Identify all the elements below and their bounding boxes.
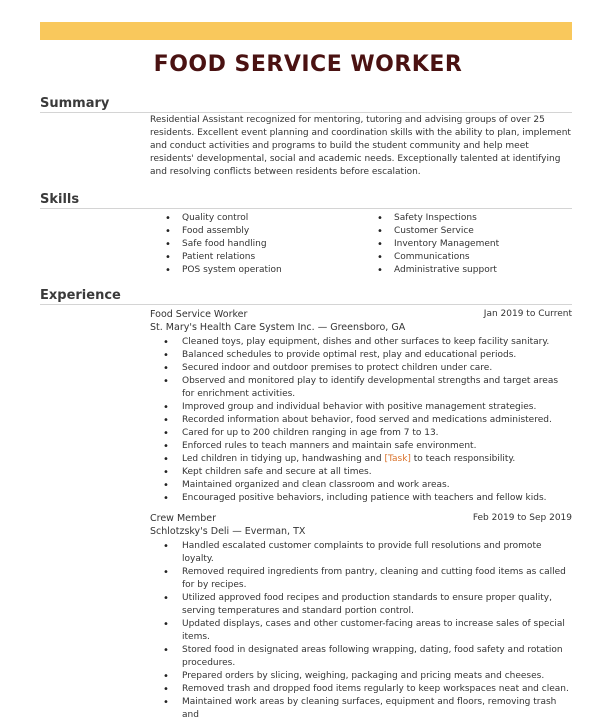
employer-location: — Everman, TX — [232, 526, 306, 537]
task-placeholder: [Task] — [384, 454, 411, 464]
employer-name: St. Mary's Health Care System Inc. — [150, 322, 315, 333]
skills-list-right — [377, 212, 499, 277]
employer-name: Schlotzsky's Deli — [150, 526, 230, 537]
job-employer-line — [150, 526, 305, 537]
summary-text: Residential Assistant recognized for mentoring, tutoring and advising groups of over 25 residents. Excellent event planning and coordination skills with the ability to plan, implement and conduct activities and programs to build the student community and help meet residents' developmental, social and academic needs. Exceptionally talented at identifying and resolving conflicts between residents before escalation. — [150, 115, 571, 177]
job-bullet: • Enforced rules to teach manners and maintain safe environment. — [150, 440, 572, 453]
skill-item: • Administrative support — [377, 264, 499, 277]
job-bullet: • Observed and monitored play to identify developmental strengths and target areas for enrichment activities. — [150, 375, 572, 401]
job-bullet: • Improved group and individual behavior with positive management strategies. — [150, 401, 572, 414]
summary-heading: Summary — [40, 96, 110, 111]
job-bullet: • Balanced schedules to provide optimal rest, play and educational periods. — [150, 349, 572, 362]
job-bullet: • Utilized approved food recipes and production standards to ensure proper quality, serving temperatures and standard portion control. — [150, 592, 572, 618]
job-bullets — [150, 336, 572, 505]
skill-item: • Patient relations — [165, 251, 282, 264]
skill-item: • Customer Service — [377, 225, 499, 238]
job-bullets — [150, 540, 572, 722]
employer-location: — Greensboro, GA — [317, 322, 406, 333]
job-employer-line — [150, 322, 405, 333]
job-title: Crew Member — [150, 513, 217, 524]
header-accent-bar — [40, 22, 572, 40]
job-bullet: • Maintained organized and clean classroom and work areas. — [150, 479, 572, 492]
experience-heading: Experience — [40, 288, 121, 303]
job-bullet: • Maintained work areas by cleaning surfaces, equipment and floors, removing trash and — [150, 696, 572, 722]
skills-divider — [40, 208, 572, 209]
bullet-text: Led children in tidying up, handwashing and — [182, 454, 385, 464]
job-bullet: • Recorded information about behavior, food served and medications administered. — [150, 414, 572, 427]
job-bullet: • Removed required ingredients from pantry, cleaning and cutting food items as called for by recipes. — [150, 566, 572, 592]
bullet-text: to teach responsibility. — [410, 454, 516, 464]
summary-divider — [40, 112, 572, 113]
job-bullet: • Encouraged positive behaviors, including patience with teachers and fellow kids. — [150, 492, 572, 505]
skill-item: • Food assembly — [165, 225, 282, 238]
job-bullet: • Secured indoor and outdoor premises to protect children under care. — [150, 362, 572, 375]
job-dates: Feb 2019 to Sep 2019 — [472, 513, 572, 523]
experience-divider — [40, 304, 572, 305]
skill-item: • Inventory Management — [377, 238, 499, 251]
job-bullet: • Cared for up to 200 children ranging in age from 7 to 13. — [150, 427, 572, 440]
skills-list-left — [165, 212, 282, 277]
job-dates: Jan 2019 to Current — [483, 309, 572, 319]
job-bullet: • Updated displays, cases and other customer-facing areas to increase sales of special items. — [150, 618, 572, 644]
skill-item: • Quality control — [165, 212, 282, 225]
skill-item: • Communications — [377, 251, 499, 264]
job-title: Food Service Worker — [150, 309, 248, 320]
skills-heading: Skills — [40, 192, 80, 207]
resume-title: FOOD SERVICE WORKER — [153, 52, 463, 77]
skill-item: • Safe food handling — [165, 238, 282, 251]
job-bullet: • Removed trash and dropped food items regularly to keep workspaces neat and clean. — [150, 683, 572, 696]
job-bullet: • Kept children safe and secure at all times. — [150, 466, 572, 479]
job-bullet — [150, 453, 572, 466]
job-bullet: • Stored food in designated areas following wrapping, dating, food safety and rotation procedures. — [150, 644, 572, 670]
job-bullet: • Prepared orders by slicing, weighing, packaging and pricing meats and cheeses. — [150, 670, 572, 683]
job-bullet: • Cleaned toys, play equipment, dishes and other surfaces to keep facility sanitary. — [150, 336, 572, 349]
skill-item: • Safety Inspections — [377, 212, 499, 225]
skill-item: • POS system operation — [165, 264, 282, 277]
job-bullet: • Handled escalated customer complaints to provide full resolutions and promote loyalty. — [150, 540, 572, 566]
